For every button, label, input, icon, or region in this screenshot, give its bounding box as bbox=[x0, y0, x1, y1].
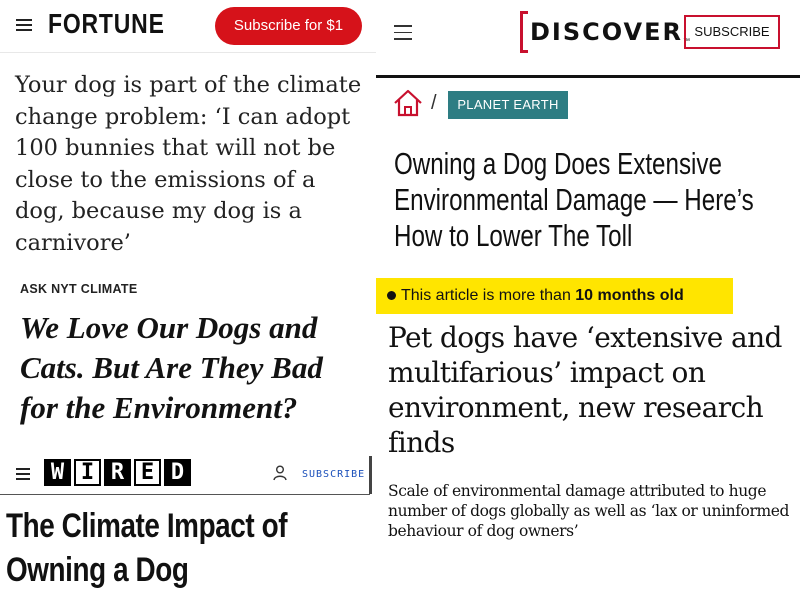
nyt-article-panel bbox=[0, 264, 376, 456]
discover-headline[interactable]: Owning a Dog Does Extensive Environmental Damage — Here’s How to Lower The Toll bbox=[394, 146, 754, 253]
fortune-logo[interactable]: FORTUNE bbox=[48, 8, 165, 39]
guardian-headline[interactable]: Pet dogs have ‘extensive and multifarious’ impact on environment, new research finds bbox=[388, 321, 782, 459]
age-notice-duration: 10 months old bbox=[575, 287, 684, 304]
age-notice-text: This article is more than bbox=[401, 287, 576, 304]
fortune-header bbox=[0, 0, 376, 53]
hamburger-icon[interactable] bbox=[394, 25, 412, 37]
discover-logo-text: DISCOVER bbox=[530, 18, 683, 46]
discover-header bbox=[376, 0, 800, 78]
hamburger-icon[interactable] bbox=[16, 468, 30, 480]
wired-logo-letter: R bbox=[104, 459, 131, 486]
wired-logo-letter: W bbox=[44, 459, 71, 486]
wired-logo-letter: E bbox=[134, 459, 161, 486]
logo-bracket bbox=[520, 11, 528, 53]
nyt-headline[interactable]: We Love Our Dogs and Cats. But Are They Bad for the Environment? bbox=[20, 310, 323, 425]
subscribe-button[interactable]: SUBSCRIBE bbox=[684, 15, 780, 49]
section-tag-planet-earth[interactable]: PLANET EARTH bbox=[448, 91, 568, 119]
nyt-section-kicker[interactable]: ASK NYT CLIMATE bbox=[20, 282, 138, 296]
wired-logo-letter: D bbox=[164, 459, 191, 486]
wired-article-panel bbox=[0, 456, 376, 602]
fortune-headline[interactable]: Your dog is part of the climate change problem: ‘I can adopt 100 bunnies that will not be close to the emissions of a dog, because my dog is a carnivore’ bbox=[15, 72, 362, 256]
wired-header bbox=[0, 456, 370, 495]
home-icon[interactable] bbox=[393, 89, 423, 117]
discover-logo[interactable] bbox=[520, 13, 690, 51]
wired-headline[interactable]: The Climate Impact of Owning a Dog bbox=[6, 507, 288, 589]
scrollbar[interactable] bbox=[369, 456, 372, 494]
subscribe-link[interactable]: SUBSCRIBE bbox=[302, 469, 366, 480]
hamburger-icon[interactable] bbox=[16, 19, 32, 31]
wired-logo[interactable] bbox=[44, 459, 194, 486]
trademark-mark: ™ bbox=[682, 38, 690, 45]
fortune-article-panel bbox=[0, 0, 376, 262]
guardian-standfirst: Scale of environmental damage attributed to huge number of dogs globally as well as ‘lax or uninformed behaviour of dog owners’ bbox=[388, 482, 790, 540]
user-icon[interactable] bbox=[273, 465, 287, 481]
guardian-article-panel bbox=[376, 262, 800, 602]
clock-icon bbox=[387, 291, 396, 300]
article-age-notice bbox=[376, 278, 733, 314]
wired-logo-letter: I bbox=[74, 459, 101, 486]
discover-article-panel bbox=[376, 0, 800, 262]
breadcrumb-separator: / bbox=[431, 92, 437, 114]
subscribe-button[interactable]: Subscribe for $1 bbox=[215, 7, 362, 45]
